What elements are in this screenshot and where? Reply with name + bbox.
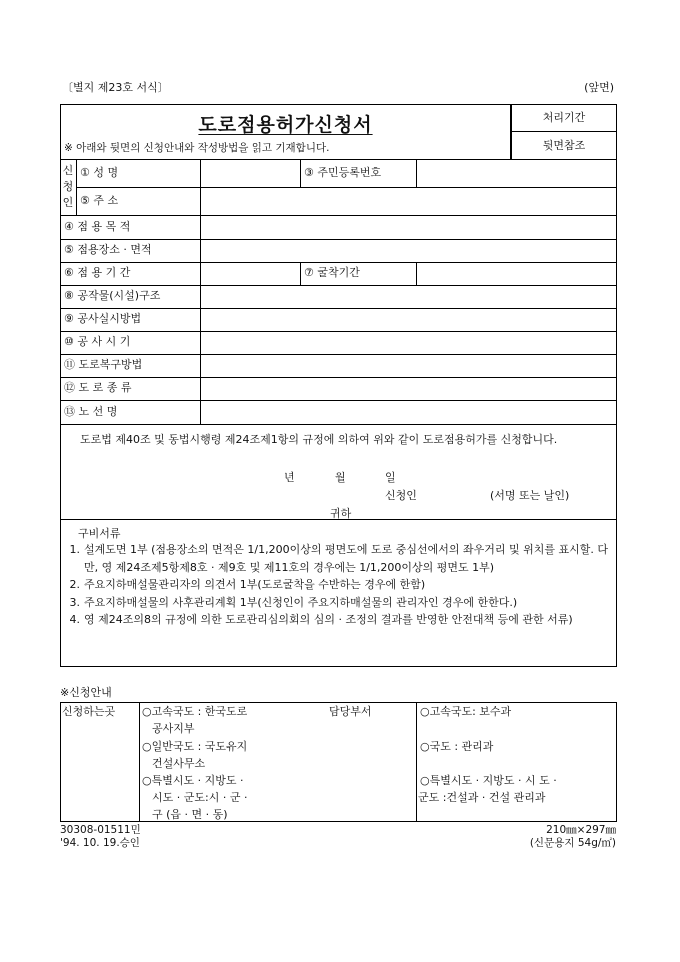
date-day: 일	[385, 471, 396, 484]
page-title: 도로점용허가신청서	[198, 114, 373, 136]
footer-paper: (신문용지 54g/㎡)	[529, 837, 616, 849]
excavation-period-label: ⑦ 굴착기간	[304, 266, 360, 279]
footer-size: 210㎜×297㎜	[546, 824, 616, 836]
name-label: ① 성 명	[80, 166, 119, 179]
guide-dept-1: ○고속국도: 보수과	[420, 705, 512, 718]
structure-label: ⑧ 공작물(시설)구조	[64, 289, 161, 302]
processing-period-value: 뒷면참조	[542, 139, 586, 152]
document-item: 3. 주요지하매설물의 사후관리계획 1부(신청인이 주요지하매설물의 관리자인 경우에 한한다.)	[69, 595, 518, 609]
guide-dept-3b: 군도 :건설과 · 건설 관리과	[418, 791, 546, 804]
document-item: 2. 주요지하매설물관리자의 의견서 1부(도로굴착을 수반하는 경우에 한함)	[69, 578, 426, 591]
date-month: 월	[335, 471, 346, 484]
address-label: ⑤ 주 소	[80, 194, 119, 207]
purpose-label: ④ 점 용 목 적	[64, 220, 131, 233]
method-label: ⑨ 공사실시방법	[64, 312, 142, 325]
guide-place-3c: 구 (읍 · 면 · 동)	[152, 808, 228, 821]
form-notice: ※ 아래와 뒷면의 신청안내와 작성방법을 읽고 기재합니다.	[64, 142, 330, 154]
guide-dept-2: ○국도 : 관리과	[420, 740, 494, 753]
guide-title: ※신청안내	[60, 686, 112, 699]
documents-title: 구비서류	[78, 527, 121, 540]
construction-time-label: ⑩ 공 사 시 기	[64, 335, 131, 348]
applicant-group-label: 신 청 인	[62, 164, 74, 209]
place-area-label: ⑤ 점용장소 · 면적	[64, 243, 152, 256]
footer-code: 30308-01511민	[60, 824, 141, 836]
guide-place-3: ○특별시도 · 지방도 ·	[142, 774, 244, 787]
document-item: 4. 영 제24조의8의 규정에 의한 도로관리심의회의 심의 · 조정의 결과를 반영한 안전대책 등에 관한 서류)	[69, 613, 573, 626]
guide-dept-label: 담당부서	[329, 705, 372, 718]
guide-dept-3: ○특별시도 · 지방도 · 시 도 ·	[420, 774, 557, 787]
road-type-label: ⑫ 도 로 종 류	[64, 381, 132, 394]
guide-place-1b: 공사지부	[152, 722, 195, 735]
signature-label: (서명 또는 날인)	[490, 489, 570, 502]
document-item: 1. 설계도면 1부 (점용장소의 면적은 1/1,200이상의 평면도에 도로 중심선에서의 좌우거리 및 위치를 표시할. 다만, 영 제24조제5항제8호 · 제9호 및 제11호의 경우에는 1/1,200이상의 평면도 1부)	[69, 543, 608, 574]
guide-place-label: 신청하는곳	[62, 705, 116, 718]
route-name-label: ⑬ 노 선 명	[64, 405, 118, 418]
date-year: 년	[284, 471, 295, 484]
restoration-label: ⑪ 도로복구방법	[64, 358, 143, 371]
page-side-label: (앞면)	[584, 81, 614, 94]
declaration-text: 도로법 제40조 및 동법시행령 제24조제1항의 규정에 의하여 위와 같이 도로점용허가를 신청합니다.	[80, 433, 558, 446]
applicant-sign-label: 신청인	[385, 489, 417, 502]
form-number-label: 〔별지 제23호 서식〕	[62, 81, 169, 94]
footer-approval: '94. 10. 19.승인	[60, 837, 140, 849]
guide-place-3b: 시도 · 군도:시 · 군 ·	[152, 791, 248, 804]
guide-place-2b: 건설사무소	[152, 757, 206, 770]
documents-list	[64, 541, 612, 629]
processing-period-label: 처리기간	[511, 104, 617, 132]
rrn-label: ③ 주민등록번호	[304, 166, 382, 179]
recipient-label: 귀하	[330, 507, 352, 520]
period-label: ⑥ 점 용 기 간	[64, 266, 131, 279]
guide-place-1: ○고속국도 : 한국도로	[142, 705, 248, 718]
guide-place-2: ○일반국도 : 국도유지	[142, 740, 248, 753]
